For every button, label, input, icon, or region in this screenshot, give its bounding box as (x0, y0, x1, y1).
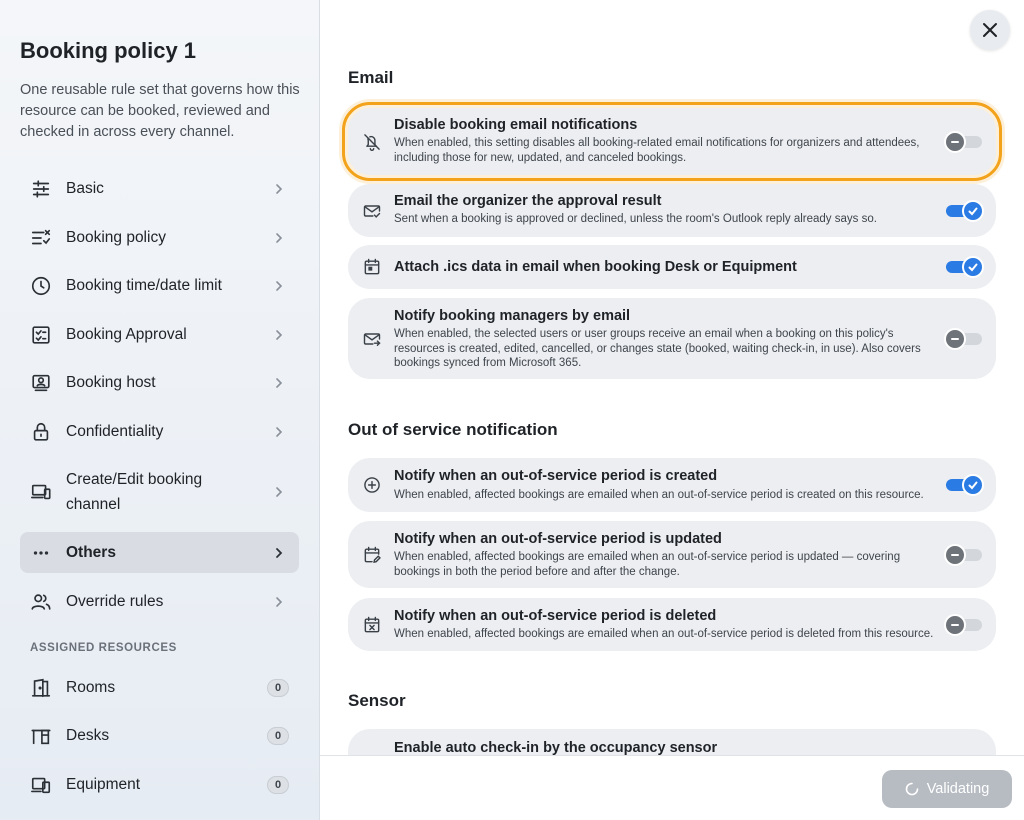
setting-title: Notify booking managers by email (394, 308, 631, 324)
setting-title: Disable booking email notifications (394, 117, 638, 133)
settings-panel (320, 0, 1024, 755)
sidebar-item-label: Booking Approval (66, 326, 187, 343)
section-title-sensor: Sensor (348, 691, 406, 710)
sidebar-item-label: Booking host (66, 374, 156, 391)
setting-title: Notify when an out-of-service period is created (394, 468, 718, 484)
spinner-icon (905, 782, 919, 796)
setting-oos-updated (348, 521, 996, 588)
chevron-right-icon (273, 377, 285, 389)
host-icon (30, 372, 52, 394)
sidebar-item-label: Others (66, 544, 116, 561)
setting-title: Enable auto check-in by the occupancy sensor (394, 740, 718, 755)
sidebar-item-label: Booking time/date limit (66, 277, 222, 294)
section-title-out-of-service: Out of service notification (348, 420, 558, 439)
setting-notify-managers (348, 298, 996, 379)
toggle-switch[interactable] (946, 131, 982, 153)
calendar-x-icon (362, 615, 382, 635)
setting-disable-email (348, 108, 996, 175)
setting-oos-deleted (348, 598, 996, 651)
sidebar-item-override[interactable] (20, 581, 299, 622)
resource-rooms[interactable] (20, 668, 299, 708)
policy-title: Booking policy 1 (20, 38, 197, 63)
sliders-icon (30, 178, 52, 200)
sidebar-item-confidentiality[interactable] (20, 411, 299, 452)
resource-label: Desks (66, 727, 110, 744)
sidebar (0, 0, 320, 820)
calendar-icon (362, 257, 382, 277)
sidebar-item-label: Override rules (66, 593, 164, 610)
validate-label: Validating (926, 781, 990, 797)
toggle-switch[interactable] (946, 544, 982, 566)
list-check-icon (30, 227, 52, 249)
check-icon (967, 205, 979, 217)
chevron-right-icon (273, 232, 285, 244)
close-button[interactable] (970, 10, 1010, 50)
sidebar-item-label: Basic (66, 180, 104, 197)
setting-description: Sent when a booking is approved or declined, unless the room's Outlook reply already says so. (394, 213, 877, 225)
sidebar-item-basic[interactable] (20, 168, 299, 209)
policy-description: One reusable rule set that governs how this resource can be booked, reviewed and checked in across every channel. (20, 82, 300, 140)
toggle-switch[interactable] (946, 614, 982, 636)
chevron-right-icon (273, 547, 285, 559)
clock-icon (30, 275, 52, 297)
sidebar-item-label: Booking policy (66, 229, 166, 246)
sidebar-item-label: Confidentiality (66, 423, 164, 440)
setting-description: When enabled, affected bookings are emailed when an out-of-service period is deleted from this resource. (394, 628, 934, 640)
mail-check-icon (362, 201, 382, 221)
minus-icon (949, 333, 961, 345)
sidebar-item-time-limit[interactable] (20, 265, 299, 306)
door-icon (30, 677, 52, 699)
minus-icon (949, 619, 961, 631)
more-icon (30, 542, 52, 564)
assigned-resources-heading: ASSIGNED RESOURCES (30, 642, 177, 654)
sidebar-item-others[interactable] (20, 532, 299, 573)
resource-desks[interactable] (20, 716, 299, 756)
toggle-switch[interactable] (946, 256, 982, 278)
setting-description: When enabled, affected bookings are emailed when an out-of-service period is created on this resource. (394, 489, 924, 501)
setting-title: Notify when an out-of-service period is deleted (394, 608, 717, 624)
setting-oos-created (348, 458, 996, 512)
approval-icon (30, 324, 52, 346)
minus-icon (949, 549, 961, 561)
close-icon (981, 21, 999, 39)
chevron-right-icon (273, 596, 285, 608)
resource-equipment[interactable] (20, 765, 299, 805)
users-icon (30, 591, 52, 613)
setting-description: When enabled, the selected users or user groups receive an email when a booking on this policy's resources is created, edited, cancelled, or changes state (booked, waiting check-in, in use). Also covers bookings synced from Microsoft 365. (394, 328, 921, 369)
sidebar-item-booking-policy[interactable] (20, 217, 299, 258)
footer-bar (320, 755, 1024, 820)
devices-icon (30, 481, 52, 503)
toggle-switch[interactable] (946, 328, 982, 350)
toggle-switch[interactable] (946, 474, 982, 496)
minus-icon (949, 136, 961, 148)
desk-icon (30, 725, 52, 747)
mail-forward-icon (362, 329, 382, 349)
calendar-edit-icon (362, 545, 382, 565)
chevron-right-icon (273, 280, 285, 292)
chevron-right-icon (273, 486, 285, 498)
bell-off-icon (362, 132, 382, 152)
setting-attach-ics (348, 245, 996, 289)
setting-description: When enabled, affected bookings are emailed when an out-of-service period is updated — covering bookings in both the period before and after the change. (394, 551, 901, 578)
validate-button[interactable] (882, 770, 1012, 808)
sidebar-item-host[interactable] (20, 362, 299, 403)
check-icon (967, 261, 979, 273)
sidebar-item-approval[interactable] (20, 314, 299, 355)
equipment-icon (30, 774, 52, 796)
resource-label: Equipment (66, 776, 141, 793)
sidebar-item-label: Create/Edit booking channel (66, 471, 203, 513)
resource-count-badge: 0 (267, 776, 289, 794)
setting-title: Email the organizer the approval result (394, 193, 662, 209)
setting-description: When enabled, this setting disables all booking-related email notifications for organizers and attendees, including those for new, updated, and canceled bookings. (394, 137, 920, 164)
plus-circle-icon (362, 475, 382, 495)
chevron-right-icon (273, 426, 285, 438)
setting-title: Notify when an out-of-service period is updated (394, 531, 722, 547)
check-icon (967, 479, 979, 491)
sidebar-item-channel[interactable] (20, 461, 299, 523)
chevron-right-icon (273, 183, 285, 195)
toggle-switch[interactable] (946, 200, 982, 222)
resource-count-badge: 0 (267, 679, 289, 697)
setting-email-organizer (348, 184, 996, 237)
resource-label: Rooms (66, 679, 116, 696)
lock-icon (30, 421, 52, 443)
section-title-email: Email (348, 68, 394, 87)
chevron-right-icon (273, 329, 285, 341)
setting-title: Attach .ics data in email when booking Desk or Equipment (394, 259, 797, 275)
resource-count-badge: 0 (267, 727, 289, 745)
setting-sensor-checkin (348, 729, 996, 755)
